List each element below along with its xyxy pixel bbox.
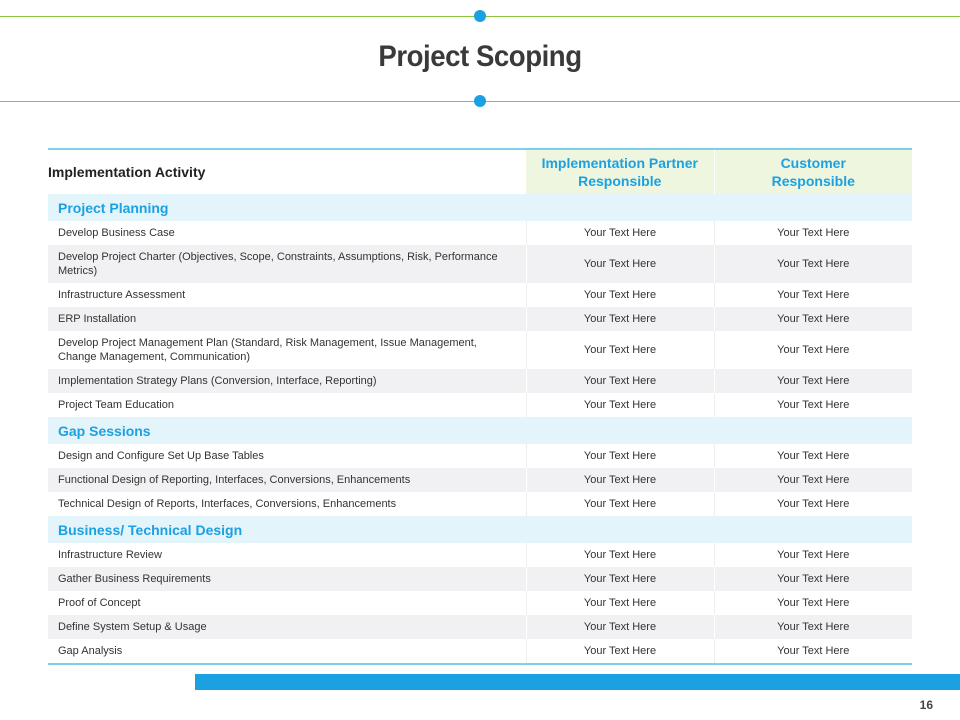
customer-cell: Your Text Here <box>714 444 912 468</box>
customer-cell: Your Text Here <box>714 331 912 369</box>
section-row-gap-sessions <box>48 417 912 444</box>
partner-cell: Your Text Here <box>526 307 714 331</box>
section-row-business-technical-design <box>48 516 912 543</box>
partner-cell: Your Text Here <box>526 591 714 615</box>
activity-cell: Implementation Strategy Plans (Conversion, Interface, Reporting) <box>48 369 526 393</box>
table-row <box>48 245 912 283</box>
table-row <box>48 331 912 369</box>
activity-cell: Develop Project Charter (Objectives, Scope, Constraints, Assumptions, Risk, Performance Metrics) <box>48 245 526 283</box>
header-activity: Implementation Activity <box>48 149 526 194</box>
table-row <box>48 221 912 245</box>
customer-cell: Your Text Here <box>714 468 912 492</box>
section-title: Business/ Technical Design <box>48 516 912 543</box>
table-row <box>48 369 912 393</box>
activity-cell: Project Team Education <box>48 393 526 417</box>
table-row <box>48 307 912 331</box>
partner-cell: Your Text Here <box>526 221 714 245</box>
activity-cell: ERP Installation <box>48 307 526 331</box>
section-row-project-planning <box>48 194 912 221</box>
table-header-row <box>48 149 912 194</box>
header-partner-line2: Responsible <box>578 173 662 189</box>
table-row <box>48 639 912 664</box>
activity-cell: Proof of Concept <box>48 591 526 615</box>
partner-cell: Your Text Here <box>526 639 714 664</box>
top-divider-dot <box>474 10 486 22</box>
activity-cell: Design and Configure Set Up Base Tables <box>48 444 526 468</box>
partner-cell: Your Text Here <box>526 615 714 639</box>
activity-cell: Gap Analysis <box>48 639 526 664</box>
partner-cell: Your Text Here <box>526 245 714 283</box>
activity-cell: Infrastructure Review <box>48 543 526 567</box>
table-row <box>48 393 912 417</box>
header-customer-line2: Responsible <box>771 173 855 189</box>
table-row <box>48 444 912 468</box>
customer-cell: Your Text Here <box>714 369 912 393</box>
activity-cell: Technical Design of Reports, Interfaces, Conversions, Enhancements <box>48 492 526 516</box>
partner-cell: Your Text Here <box>526 393 714 417</box>
bottom-divider-dot <box>474 95 486 107</box>
section-title: Project Planning <box>48 194 912 221</box>
section-title: Gap Sessions <box>48 417 912 444</box>
customer-cell: Your Text Here <box>714 393 912 417</box>
header-customer-line1: Customer <box>780 155 846 171</box>
partner-cell: Your Text Here <box>526 369 714 393</box>
partner-cell: Your Text Here <box>526 283 714 307</box>
customer-cell: Your Text Here <box>714 283 912 307</box>
customer-cell: Your Text Here <box>714 543 912 567</box>
customer-cell: Your Text Here <box>714 567 912 591</box>
customer-cell: Your Text Here <box>714 307 912 331</box>
activity-cell: Infrastructure Assessment <box>48 283 526 307</box>
header-customer <box>714 149 912 194</box>
table-row <box>48 591 912 615</box>
page-number: 16 <box>919 698 933 712</box>
scoping-table <box>48 148 912 665</box>
partner-cell: Your Text Here <box>526 331 714 369</box>
partner-cell: Your Text Here <box>526 468 714 492</box>
customer-cell: Your Text Here <box>714 615 912 639</box>
partner-cell: Your Text Here <box>526 567 714 591</box>
customer-cell: Your Text Here <box>714 492 912 516</box>
header-partner <box>526 149 714 194</box>
footer-accent-bar <box>195 674 960 690</box>
customer-cell: Your Text Here <box>714 591 912 615</box>
activity-cell: Define System Setup & Usage <box>48 615 526 639</box>
page-title: Project Scoping <box>378 40 582 73</box>
activity-cell: Develop Project Management Plan (Standard, Risk Management, Issue Management, Change Management, Communication) <box>48 331 526 369</box>
table-row <box>48 492 912 516</box>
partner-cell: Your Text Here <box>526 492 714 516</box>
table-row <box>48 283 912 307</box>
header-partner-line1: Implementation Partner <box>541 155 698 171</box>
partner-cell: Your Text Here <box>526 543 714 567</box>
activity-cell: Functional Design of Reporting, Interfaces, Conversions, Enhancements <box>48 468 526 492</box>
customer-cell: Your Text Here <box>714 245 912 283</box>
customer-cell: Your Text Here <box>714 221 912 245</box>
table-row <box>48 543 912 567</box>
activity-cell: Gather Business Requirements <box>48 567 526 591</box>
partner-cell: Your Text Here <box>526 444 714 468</box>
table-row <box>48 468 912 492</box>
activity-cell: Develop Business Case <box>48 221 526 245</box>
customer-cell: Your Text Here <box>714 639 912 664</box>
table-row <box>48 567 912 591</box>
table-row <box>48 615 912 639</box>
